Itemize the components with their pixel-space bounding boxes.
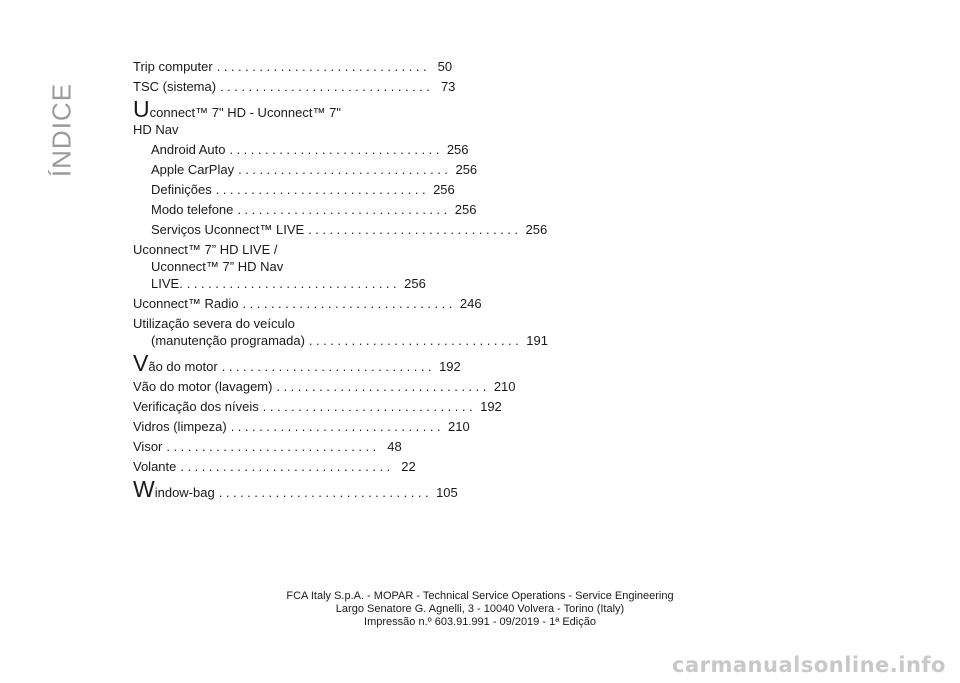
entry-page: 256 bbox=[454, 202, 477, 217]
section-initial-letter: V bbox=[133, 350, 149, 376]
footer-address-line: Largo Senatore G. Agnelli, 3 - 10040 Volvera - Torino (Italy) bbox=[335, 603, 625, 615]
entry-text: connect™ 7" HD - Uconnect™ 7" bbox=[149, 105, 341, 120]
entry-page: 192 bbox=[439, 359, 461, 374]
section-title-indice: ÍNDICE bbox=[46, 82, 77, 178]
index-entry-tsc[interactable] bbox=[133, 78, 456, 95]
leader-dots: .............................. bbox=[180, 459, 394, 474]
leader-dots: .............................. bbox=[230, 419, 445, 434]
leader-dots: .............................. bbox=[215, 182, 430, 197]
leader-dots: .............................. bbox=[242, 296, 456, 311]
leader-dots: .............................. bbox=[216, 59, 431, 74]
entry-page: 48 bbox=[387, 439, 402, 454]
leader-dots: .............................. bbox=[308, 222, 522, 237]
leader-dots: .............................. bbox=[308, 333, 523, 348]
entry-text: Vão do motor (lavagem) bbox=[133, 379, 273, 394]
entry-page: 256 bbox=[446, 142, 469, 157]
leader-dots: .............................. bbox=[276, 379, 490, 394]
index-heading-uconnect[interactable] bbox=[133, 96, 375, 138]
entry-page: 50 bbox=[437, 59, 453, 74]
leader-dots: .............................. bbox=[238, 162, 452, 177]
index-entry-trip-computer[interactable] bbox=[133, 58, 453, 75]
section-initial-letter: U bbox=[133, 96, 150, 122]
entry-text: Apple CarPlay bbox=[151, 162, 235, 177]
entry-page: 105 bbox=[436, 485, 458, 500]
index-entry-vao-motor-lavagem[interactable] bbox=[133, 378, 516, 395]
entry-page: 256 bbox=[455, 162, 478, 177]
index-entry-visor[interactable] bbox=[133, 438, 402, 455]
footer-edition-line: Impressão n.º 603.91.991 - 09/2019 - 1ª Edição bbox=[364, 616, 596, 628]
entry-page: 256 bbox=[433, 182, 455, 197]
site-watermark: carmanualsonline.info bbox=[672, 653, 946, 677]
entry-text: ão do motor bbox=[148, 359, 218, 374]
entry-text: Visor bbox=[133, 439, 163, 454]
entry-text: Definições bbox=[151, 182, 212, 197]
index-list bbox=[133, 58, 548, 504]
entry-page: 256 bbox=[404, 276, 426, 291]
entry-text: Serviços Uconnect™ LIVE bbox=[151, 222, 305, 237]
entry-page: 73 bbox=[440, 79, 456, 94]
entry-text: Vidros (limpeza) bbox=[133, 419, 227, 434]
index-entry-uconnect-radio[interactable] bbox=[133, 295, 482, 312]
entry-text: Verificação dos níveis bbox=[133, 399, 259, 414]
entry-text: Trip computer bbox=[133, 59, 213, 74]
entry-text: Uconnect™ Radio bbox=[133, 296, 239, 311]
footer-company-line: FCA Italy S.p.A. - MOPAR - Technical Service Operations - Service Engineering bbox=[286, 590, 674, 602]
index-entry-verificacao-niveis[interactable] bbox=[133, 398, 502, 415]
entry-text-continuation: LIVE. bbox=[151, 276, 183, 291]
entry-page: 210 bbox=[448, 419, 470, 434]
leader-dots: .............................. bbox=[262, 399, 477, 414]
entry-text: Utilização severa do veículo bbox=[133, 316, 295, 331]
entry-page: 246 bbox=[459, 296, 482, 311]
publisher-footer bbox=[0, 590, 960, 629]
index-heading-window-bag[interactable] bbox=[133, 476, 458, 502]
index-entry-servicos-uconnect-live[interactable] bbox=[133, 221, 548, 238]
leader-dots: .............................. bbox=[166, 439, 380, 454]
entry-page: 192 bbox=[480, 399, 502, 414]
leader-dots: .............................. bbox=[186, 276, 401, 291]
index-heading-vao-do-motor[interactable] bbox=[133, 350, 461, 376]
heading-line bbox=[133, 96, 375, 122]
entry-page: 210 bbox=[493, 379, 516, 394]
entry-text: indow-bag bbox=[154, 485, 215, 500]
entry-text: Volante bbox=[133, 459, 177, 474]
entry-text: Uconnect™ 7” HD LIVE / bbox=[133, 242, 278, 257]
leader-dots: .............................. bbox=[229, 142, 443, 157]
leader-dots: .............................. bbox=[218, 485, 433, 500]
index-entry-uconnect-hd-live[interactable] bbox=[133, 241, 426, 292]
leader-dots: .............................. bbox=[237, 202, 451, 217]
index-entry-android-auto[interactable] bbox=[133, 141, 469, 158]
entry-text-continuation: Uconnect™ 7” HD Nav bbox=[151, 259, 284, 274]
leader-dots: .............................. bbox=[221, 359, 436, 374]
entry-page: 22 bbox=[401, 459, 416, 474]
entry-text-continuation: (manutenção programada) bbox=[151, 333, 305, 348]
index-entry-definicoes[interactable] bbox=[133, 181, 455, 198]
entry-text: Modo telefone bbox=[151, 202, 234, 217]
entry-text: Android Auto bbox=[151, 142, 226, 157]
entry-text: TSC (sistema) bbox=[133, 79, 217, 94]
index-entry-vidros-limpeza[interactable] bbox=[133, 418, 470, 435]
leader-dots: .............................. bbox=[220, 79, 434, 94]
index-entry-volante[interactable] bbox=[133, 458, 416, 475]
index-entry-utilizacao-severa[interactable] bbox=[133, 315, 548, 349]
index-entry-modo-telefone[interactable] bbox=[133, 201, 477, 218]
section-initial-letter: W bbox=[133, 476, 155, 502]
entry-page: 256 bbox=[525, 222, 548, 237]
index-entry-apple-carplay[interactable] bbox=[133, 161, 478, 178]
entry-text-continuation: HD Nav bbox=[133, 122, 179, 137]
entry-page: 191 bbox=[526, 333, 548, 348]
